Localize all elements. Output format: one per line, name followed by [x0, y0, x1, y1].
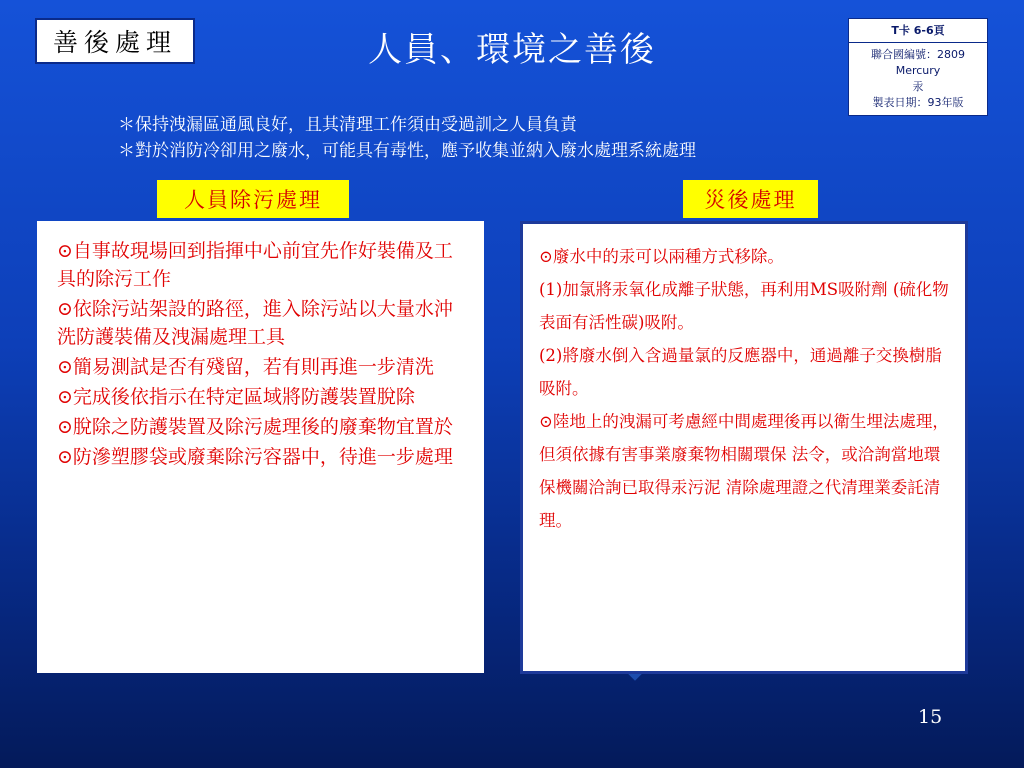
list-item: ⊙完成後依指示在特定區域將防護裝置脫除 [57, 386, 415, 408]
post-disaster-panel [520, 221, 968, 674]
list-item: ⊙依除污站架設的路徑，進入除污站以大量水沖洗防護裝備及洩漏處理工具 [57, 298, 453, 348]
list-item: ⊙自事故現場回到指揮中心前宜先作好裝備及工具的除污工作 [57, 240, 453, 290]
info-un-number: 聯合國編號：2809 [871, 48, 965, 61]
list-item: (1)加氯將汞氧化成離子狀態，再利用MS吸附劑 (硫化物表面有活性碳)吸附。 [539, 280, 949, 332]
info-chemical-name: Mercury [895, 64, 941, 77]
info-chemical-chinese: 汞 [912, 80, 924, 93]
list-item: (2)將廢水倒入含過量氯的反應器中，通過離子交換樹脂吸附。 [539, 346, 942, 398]
personnel-decon-label: 人員除污處理 [157, 180, 349, 218]
note-line: ＊對於消防冷卻用之廢水，可能具有毒性，應予收集並納入廢水處理系統處理 [118, 141, 696, 161]
list-item: ⊙脫除之防護裝置及除污處理後的廢棄物宜置於 [57, 416, 453, 438]
post-disaster-label: 災後處理 [683, 180, 818, 218]
personnel-decon-panel [37, 221, 484, 673]
list-item: ⊙防滲塑膠袋或廢棄除污容器中，待進一步處理 [57, 446, 453, 468]
info-date: 製表日期：93年版 [872, 96, 964, 109]
section-tag: 善後處理 [35, 18, 195, 64]
notes [118, 112, 696, 164]
page-title: 人員、環境之善後 [368, 30, 656, 70]
list-item: ⊙廢水中的汞可以兩種方式移除。 [539, 247, 784, 266]
note-line: ＊保持洩漏區通風良好，且其清理工作須由受過訓之人員負責 [118, 115, 577, 135]
info-card [848, 18, 988, 116]
page-number: 15 [918, 706, 943, 728]
list-item: ⊙陸地上的洩漏可考慮經中間處理後再以衛生埋法處理，但須依據有害事業廢棄物相關環保 法令，或洽詢當地環保機關洽詢已取得汞污泥 清除處理證之代清理業委託清理。 [539, 412, 949, 530]
list-item: ⊙簡易測試是否有殘留，若有則再進一步清洗 [57, 356, 434, 378]
info-card-header: T卡 6-6頁 [849, 19, 987, 43]
